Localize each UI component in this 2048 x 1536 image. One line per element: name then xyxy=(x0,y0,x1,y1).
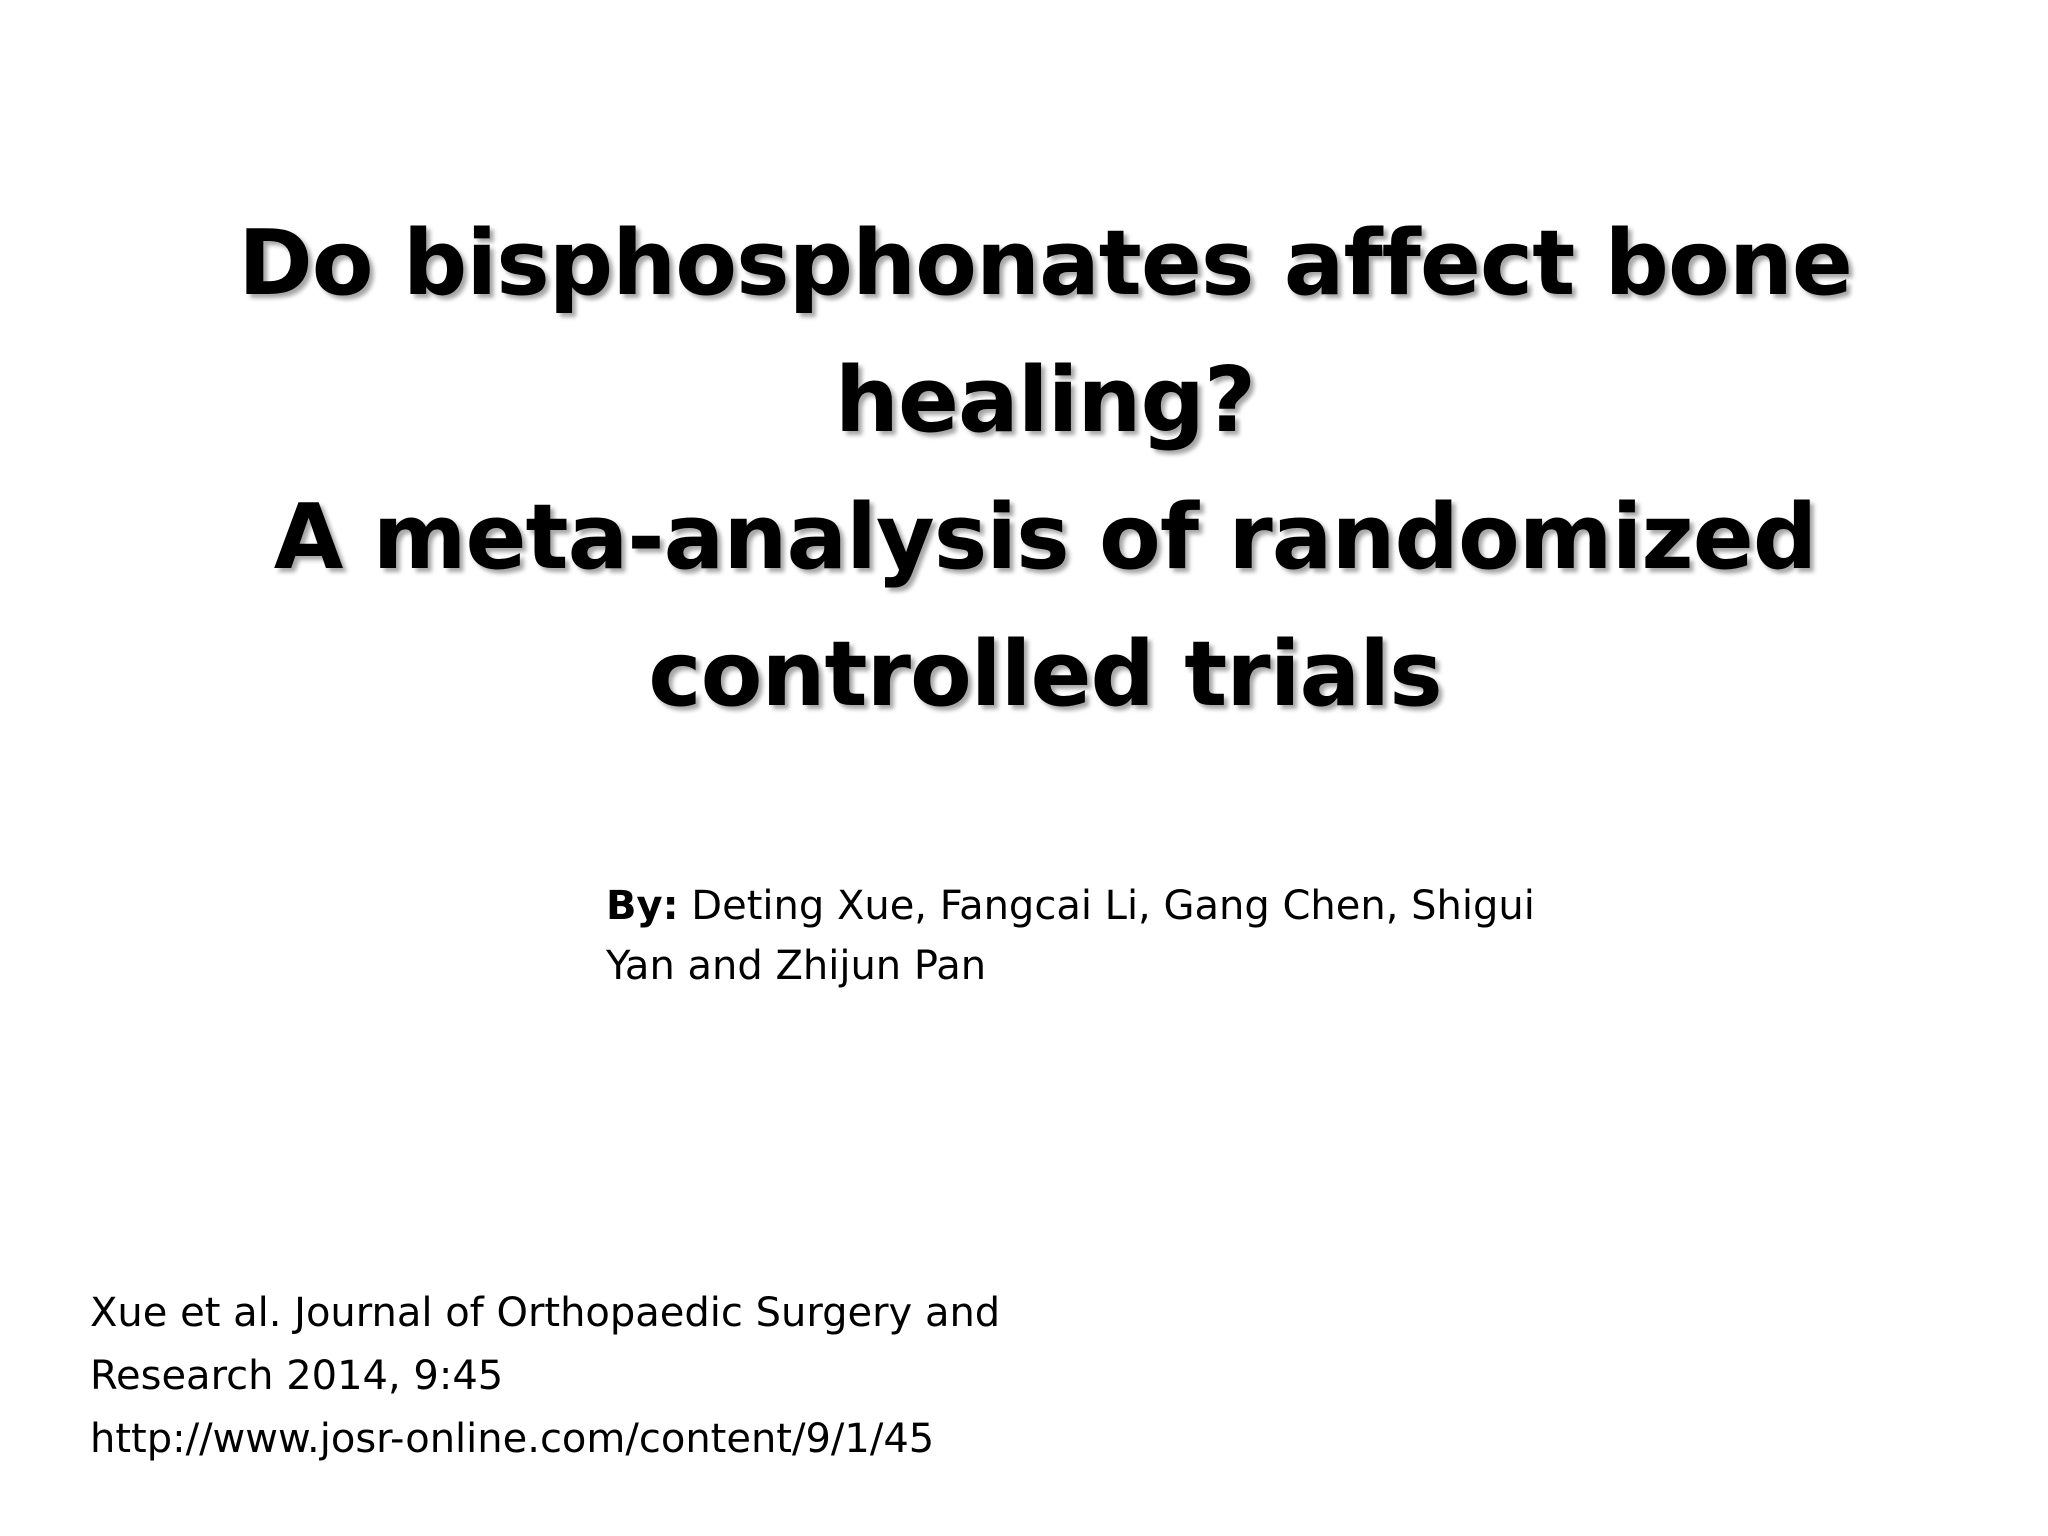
citation-year-line: Research 2014, 9:45 xyxy=(90,1353,504,1399)
authors-names-line-1: Deting Xue, Fangcai Li, Gang Chen, Shigui xyxy=(678,883,1535,929)
title-line-2: healing? xyxy=(834,348,1256,453)
citation-block xyxy=(90,1282,1290,1471)
citation-url-line: http://www.josr-online.com/content/9/1/45 xyxy=(90,1416,935,1462)
citation-journal-line: Xue et al. Journal of Orthopaedic Surgery and xyxy=(90,1290,1001,1336)
title-line-3: A meta-analysis of randomized xyxy=(273,485,1817,590)
title-line-1: Do bisphosphonates affect bone xyxy=(238,211,1852,316)
slide-title xyxy=(180,195,1910,743)
authors-block xyxy=(606,876,1606,996)
authors-label: By: xyxy=(606,883,679,929)
title-line-4: controlled trials xyxy=(648,622,1442,727)
authors-names-line-2: Yan and Zhijun Pan xyxy=(606,943,987,989)
